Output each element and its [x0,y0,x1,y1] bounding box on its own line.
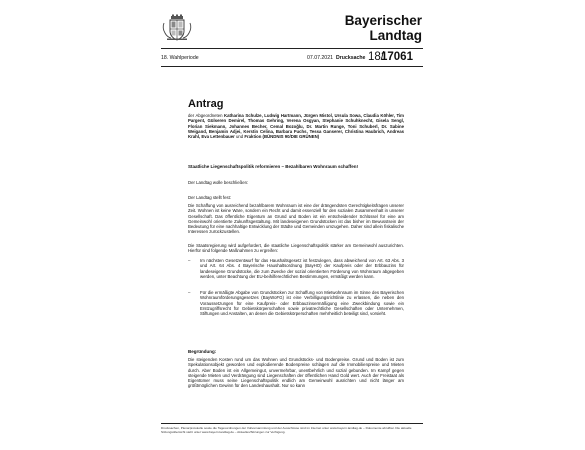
drucksache-prefix: 18/ [368,51,384,63]
authors-block [188,113,404,139]
brand-line-2: Landtag [369,28,422,43]
wahlperiode: 18. Wahlperiode [161,55,199,61]
brand-wordmark [345,13,422,43]
header-rule-bottom [161,66,423,67]
page-footer: Drucksachen, Plenarprotokolle sowie die Tagesordnungen der Vollversammlung und der Ausschüsse sind im Internet unter www.bayern.landtag.de – Dokumente abrufbar. Die aktuelle Sitzungsübersicht steht unter www.bayern.landtag.de – Aktuelles/Sitzungen zur Verfügung. [161,426,412,434]
authors-intro: der Abgeordneten [188,113,224,118]
document-subject: Staatliche Liegenschaftspolitik reformieren – Bezahlbaren Wohnraum schaffen! [188,164,358,169]
bullet-dash: – [188,258,191,263]
list-item-text: Für die ermäßigte Abgabe von Grundstücken zur Schaffung von Mietwohnraum im Sinne des Bayerischen Wohnraumförderungsgesetzes (BayWoFG) ist eine Verbilligungsrichtlinie zu erlassen, die neben den Voraussetzungen für eine Kaufpreis- oder Erbbauzinsermäßigung eine Zweckbindung sowie ein Erstzugriffsrecht für Gebietskörperschaften sowie privatrechtliche Gesellschaften oder Unternehmen, Stiftungen und Anstalten, an denen die Gebietskörperschaften mehrheitlich beteiligt sind, vorsieht. [200,290,404,317]
paragraph-2: Die Staatsregierung wird aufgefordert, die staatliche Liegenschaftspolitik stärker am Gemeinwohl auszurichten. Hierfür sind folgende Maßnahmen zu ergreifen: [188,243,404,254]
reasoning-title: Begründung: [188,349,217,354]
bullet-dash: – [188,290,191,295]
bavarian-coat-of-arms-icon [161,14,193,42]
header-rule-top [161,48,423,49]
faction-name: Fraktion (BÜNDNIS 90/DIE GRÜNEN) [244,134,320,140]
authors-list: Katharina Schulze, Ludwig Hartmann, Jürgen Mistol, Ursula Sowa, Claudia Köhler, Tim Pargent, Gülseren Demirel, Thomas Gehring, Verena Osgyan, Stephanie Schuhknecht, Gisela Sengl, Florian Siekmann, Johannes Becher, Cemal Bozoğlu, Dr. Martin Runge, Toni Schuberl, Dr. Sabine Weigand, Benjamin Adjei, Kerstin Celina, Barbara Fuchs, Tessa Ganserer, Christina Haubrich, Andreas Krahl, Eva Lettenbauer [188,113,405,140]
paragraph-1: Die Schaffung von ausreichend bezahlbarem Wohnraum ist eine der drängendsten Gerechtigkeitsfragen unserer Zeit. Wohnen ist keine Ware, sondern ein Recht und damit essenziell für den sozialen Zusammenhalt in unserer Gesellschaft. Das öffentliche Eigentum an Grund und Boden ist ein entscheidender Schlüssel für eine am Gemeinwohl orientierte Zukunftsgestaltung. Mit landeseigenen Grundstücken ist das bisher im Bewusstsein der Bedeutung für eine nachhaltige Entwicklung der Städte und Gemeinden umzugehen. Daher sind allein fiskalische Interessen zurückzustellen. [188,203,404,235]
footer-rule [161,423,423,424]
document-title: Antrag [188,98,224,110]
document-meta [161,52,423,64]
finding-intro: Der Landtag stellt fest: [188,195,231,200]
brand-line-1: Bayerischer [344,13,422,28]
drucksache-number: 17061 [381,51,413,63]
drucksache-label: Drucksache [336,55,366,61]
resolution-intro: Der Landtag wolle beschließen: [188,180,249,185]
authors-and: und [234,134,245,140]
reasoning-text: Die steigenden Kosten rund um das Wohnen und Grundstücks- und Bodenpreise. Grund und Boden ist zum Spekulationsobjekt geworden und explodierende Bodenpreise schlagen auf die Immobilienpreise und Mieten durch. Aber Boden ist ein Allgemeingut, unvermehrbar, unentbehrlich und sozial gebunden. Im Kampf gegen steigende Mieten und Verdrängung sind Liegenschaften der öffentlichen Hand Gold wert. Auch der Freistaat als Eigentümer muss seine Liegenschaftspolitik endlich am Gemeinwohl ausrichten und nicht länger am größtmöglichen Gewinn für den Landeshaushalt. Nur so kann [188,357,404,389]
list-item-text: Im nächsten Gesetzentwurf für das Haushaltsgesetz ist festzulegen, dass abweichend von Art. 63 Abs. 3 und Art. 64 Abs. 4 Bayerische Haushaltsordnung (BayHO) der Kaufpreis oder der Erbbauzins für landeseigene Grundstücke, die zum Zwecke der sozial orientierten Förderung von Wohnraum abgegeben werden, unter Beachtung der EU-beihilferechtlichen Bestimmungen, ermäßigt werden kann. [200,258,404,279]
document-date: 07.07.2021 [307,55,333,61]
